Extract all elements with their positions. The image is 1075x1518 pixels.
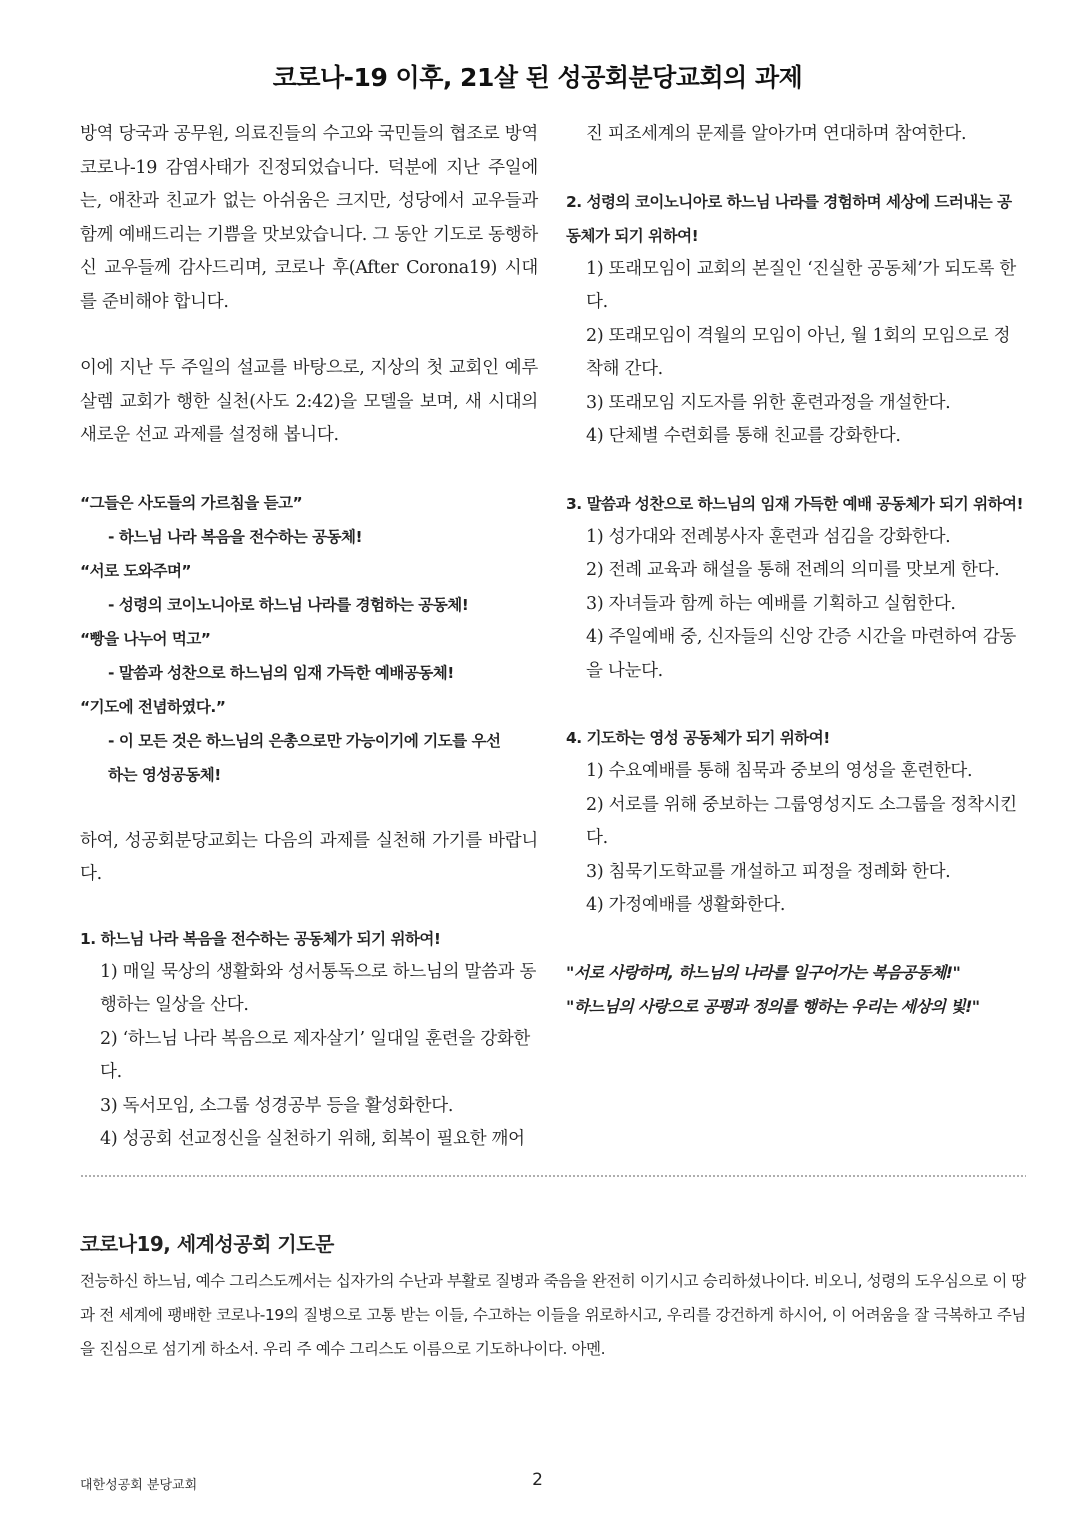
section-2-item: 2) 또래모임이 격월의 모임이 아닌, 월 1회의 모임으로 정착해 간다. [586,325,1011,379]
quote-1-meaning: - 하느님 나라 복음을 전수하는 공동체! [108,527,363,546]
quote-3: “빵을 나누어 먹고” [80,629,211,648]
section-4-heading: 4. 기도하는 영성 공동체가 되기 위하여! [566,729,830,747]
section-2-heading: 2. 성령의 코이노니아로 하느님 나라를 경험하며 세상에 드러내는 공동체가 되기 위하여! [566,192,1012,245]
section-3-item: 2) 전례 교육과 해설을 통해 전례의 의미를 맛보게 한다. [586,560,1000,580]
section-1-item: 4) 성공회 선교정신을 실천하기 위해, 회복이 필요한 깨어 [100,1129,525,1149]
quote-4-meaning: - 이 모든 것은 하느님의 은총으로만 가능이기에 기도를 우선 [108,731,501,750]
section-3-heading: 3. 말씀과 성찬으로 하느님의 임재 가득한 예배 공동체가 되기 위하여! [566,494,1024,513]
section-4-item: 1) 수요예배를 통해 침묵과 중보의 영성을 훈련한다. [586,761,973,781]
prayer-body: 전능하신 하느님, 예수 그리스도께서는 십자가의 수난과 부활로 질병과 죽음을 완전히 이기시고 승리하셨나이다. 비오니, 성령의 도우심으로 이 땅과 전 세계에 팽배한 코로나-19의 질병으로 고통 받는 이들, 수고하는 이들을 위로하시고, 우리를 강건하게 하시어, 이 어려움을 잘 극복하고 주님을 진심으로 섬기게 하소서. 우리 주 예수 그리스도 이름으로 기도하나이다. 아멘. [80,1272,1026,1358]
intro-paragraph-3: 하여, 성공회분당교회는 다음의 과제를 실천해 가기를 바랍니다. [80,830,538,884]
page-title: 코로나-19 이후, 21살 된 성공회분당교회의 과제 [272,63,803,92]
section-1-item-continuation: 진 피조세계의 문제를 알아가며 연대하며 참여한다. [586,124,967,144]
section-1-item: 3) 독서모임, 소그룹 성경공부 등을 활성화한다. [100,1095,454,1116]
footer-organization: 대한성공회 분당교회 [80,1478,198,1493]
right-column [566,118,1026,1024]
section-1-item: 1) 매일 묵상의 생활화와 성서통독으로 하느님의 말씀과 동행하는 일상을 산다. [100,961,537,1015]
section-2-item: 1) 또래모임이 교회의 본질인 ‘진실한 공동체’가 되도록 한다. [586,258,1017,312]
section-4-item: 2) 서로를 위해 중보하는 그룹영성지도 소그룹을 정착시킨다. [586,794,1017,848]
intro-paragraph-2: 이에 지난 두 주일의 설교를 바탕으로, 지상의 첫 교회인 예루살렘 교회가 행한 실천(사도 2:42)을 모델을 보며, 새 시대의 새로운 선교 과제를 설정해 봅니다. [80,358,538,445]
section-2-item: 3) 또래모임 지도자를 위한 훈련과정을 개설한다. [586,392,951,413]
quote-4-meaning-cont: 하는 영성공동체! [108,765,221,784]
section-3-item: 4) 주일예배 중, 신자들의 신앙 간증 시간을 마련하여 감동을 나눈다. [586,627,1017,681]
section-4-item: 3) 침묵기도학교를 개설하고 피정을 정례화 한다. [586,861,951,882]
slogan-1: "서로 사랑하며, 하느님의 나라를 일구어가는 복음공동체!" [566,962,961,982]
quote-1: “그들은 사도들의 가르침을 듣고” [80,493,303,512]
section-3-item: 3) 자녀들과 함께 하는 예배를 기획하고 실험한다. [586,593,956,614]
quote-4: “기도에 전념하였다.” [80,697,226,716]
intro-paragraph-1: 방역 당국과 공무원, 의료진들의 수고와 국민들의 협조로 방역코로나-19 감염사태가 진정되었습니다. 덕분에 지난 주일에는, 애찬과 친교가 없는 아쉬움은 크지만, 성당에서 교우들과 함께 예배드리는 기쁨을 맛보았습니다. 그 동안 기도로 동행하신 교우들께 감사드리며, 코로나 후(After Corona19) 시대를 준비해야 합니다. [80,124,538,312]
section-1-item: 2) ‘하느님 나라 복음으로 제자살기’ 일대일 훈련을 강화한다. [100,1028,531,1082]
quote-3-meaning: - 말씀과 성찬으로 하느님의 임재 가득한 예배공동체! [108,663,454,682]
section-3-item: 1) 성가대와 전례봉사자 훈련과 섬김을 강화한다. [586,526,951,547]
section-1-heading: 1. 하느님 나라 복음을 전수하는 공동체가 되기 위하여! [80,929,441,948]
dotted-divider [80,1173,1026,1179]
left-column [80,118,538,1157]
quote-2: “서로 도와주며” [80,561,192,580]
page-number: 2 [532,1470,543,1490]
section-2-item: 4) 단체별 수련회를 통해 친교를 강화한다. [586,426,901,446]
prayer-title: 코로나19, 세계성공회 기도문 [80,1232,334,1256]
section-4-item: 4) 가정예배를 생활화한다. [586,895,786,915]
slogan-2: "하느님의 사랑으로 공평과 정의를 행하는 우리는 세상의 빛!" [566,996,980,1016]
quote-2-meaning: - 성령의 코이노니아로 하느님 나라를 경험하는 공동체! [108,595,469,614]
